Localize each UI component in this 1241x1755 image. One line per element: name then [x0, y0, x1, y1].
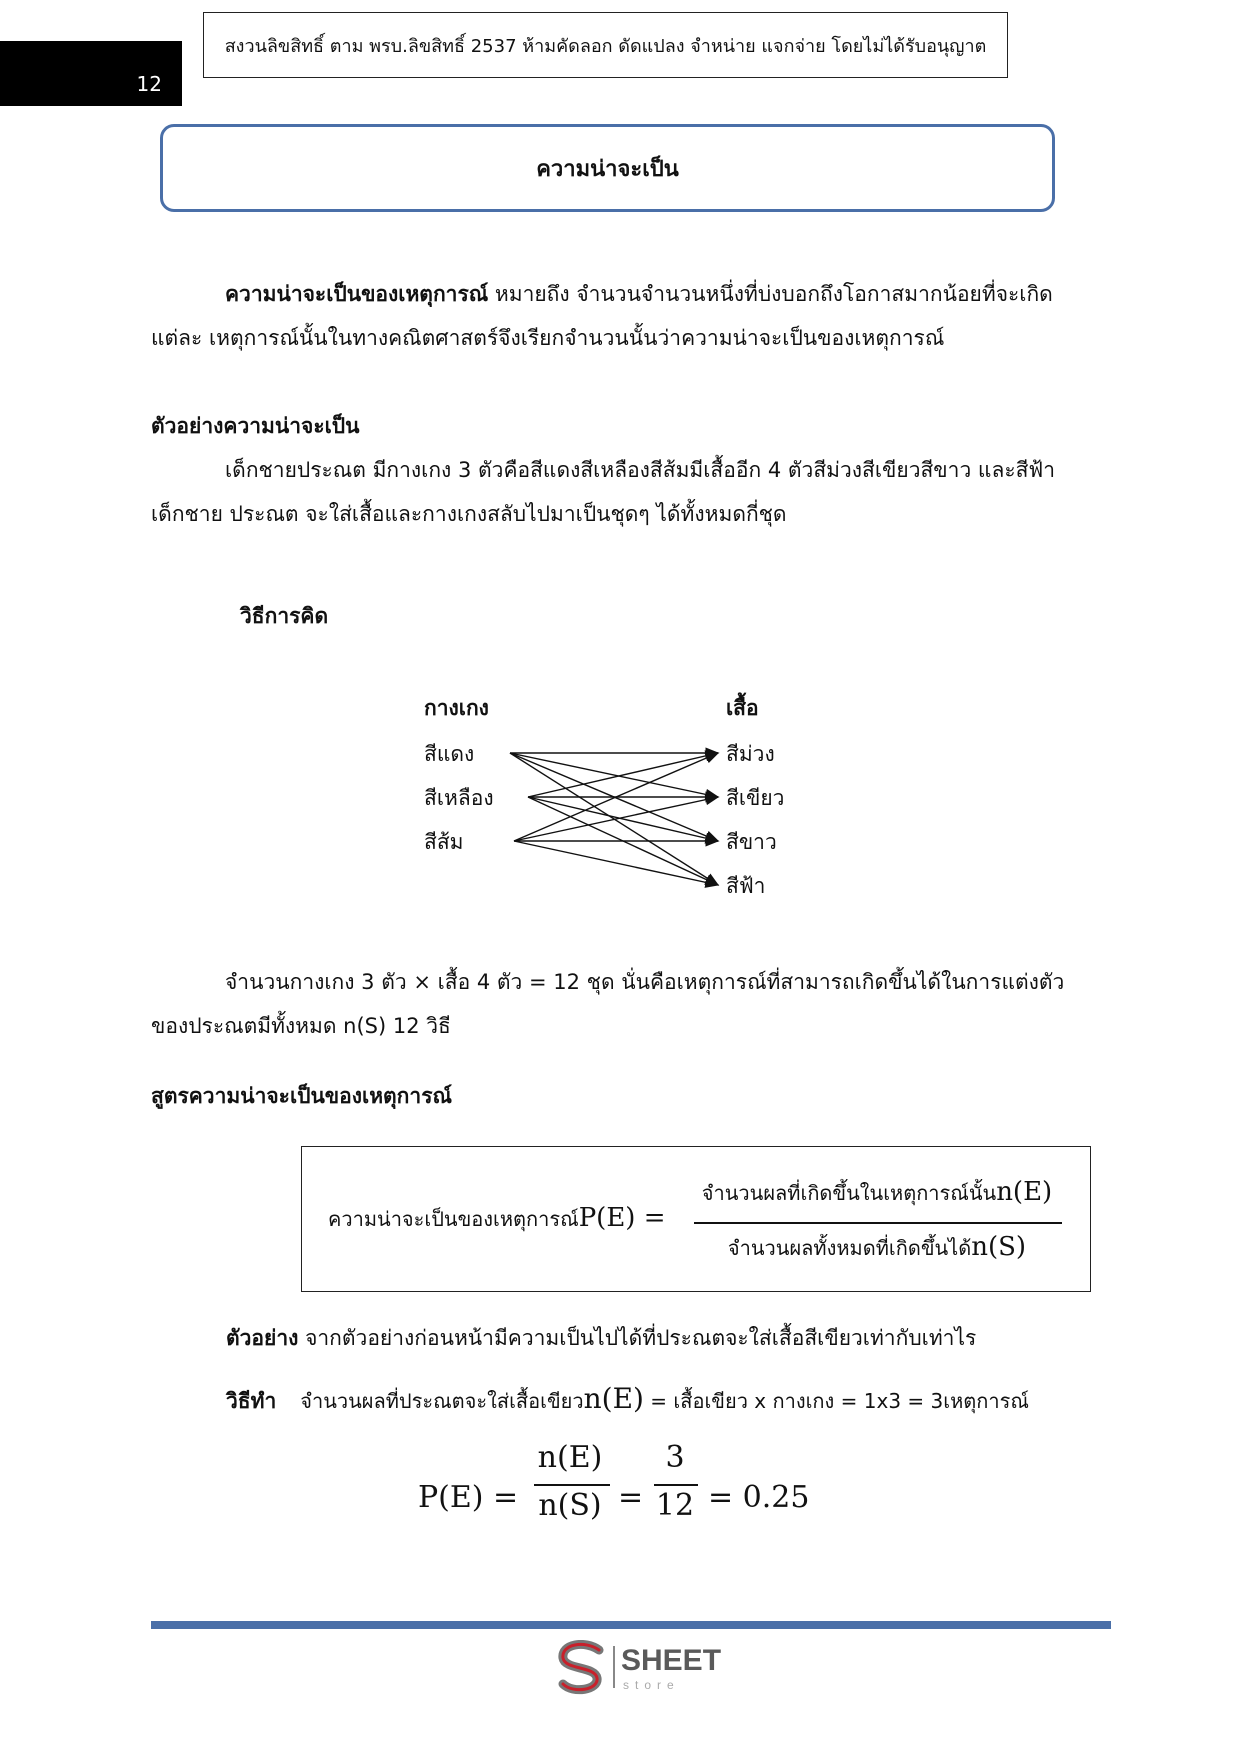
footer-logo	[555, 1640, 735, 1700]
example-heading: ตัวอย่างความน่าจะเป็น	[151, 414, 360, 438]
eq-fraction-bar-1	[534, 1484, 610, 1486]
page-title: ความน่าจะเป็น	[160, 124, 1055, 212]
example-line2: เด็กชาย ประณต จะใส่เสื้อและกางเกงสลับไปมาเป็นชุดๆ ได้ทั้งหมดกี่ชุด	[151, 502, 787, 526]
eq-numerator-1: n(E)	[537, 1440, 603, 1475]
logo-subtext: store	[623, 1678, 680, 1692]
formula-numerator-text: จำนวนผลที่เกิดขึ้นในเหตุการณ์นั้น	[701, 1181, 997, 1205]
footer-rule	[151, 1621, 1111, 1629]
formula-fraction-bar	[694, 1222, 1062, 1224]
definition-paragraph	[151, 272, 1071, 360]
count-paragraph	[151, 960, 1071, 1048]
copyright-notice: สงวนลิขสิทธิ์ ตาม พรบ.ลิขสิทธิ์ 2537 ห้ามคัดลอก ดัดแปลง จำหน่าย แจกจ่าย โดยไม่ได้รับอนุญาต	[203, 12, 1008, 78]
left-header: กางเกง	[424, 696, 489, 720]
count-line1: จำนวนกางเกง 3 ตัว × เสื้อ 4 ตัว = 12 ชุด นั่นคือเหตุการณ์ที่สามารถเกิดขึ้นได้ในการแต่งตัว	[225, 970, 1065, 994]
eq-lhs: P(E) =	[418, 1480, 519, 1515]
page-number: 12	[0, 41, 182, 106]
definition-term: ความน่าจะเป็นของเหตุการณ์	[225, 282, 489, 306]
formula-heading: สูตรความน่าจะเป็นของเหตุการณ์	[151, 1084, 452, 1108]
question-text: จากตัวอย่างก่อนหน้ามีความเป็นไปได้ที่ประณตจะใส่เสื้อสีเขียวเท่ากับเท่าไร	[298, 1326, 977, 1350]
right-item-purple: สีม่วง	[726, 742, 775, 766]
question-paragraph	[226, 1316, 1086, 1360]
question-label: ตัวอย่าง	[226, 1326, 299, 1350]
left-item-red: สีแดง	[424, 742, 475, 766]
sheet-logo-icon	[555, 1640, 609, 1696]
count-line2: ของประณตมีทั้งหมด n(S) 12 วิธี	[151, 1014, 451, 1038]
formula-numerator	[692, 1177, 1062, 1209]
formula-denominator-text: จำนวนผลทั้งหมดที่เกิดขึ้นได้	[727, 1236, 972, 1260]
solution-line	[226, 1382, 1029, 1418]
right-item-white: สีขาว	[726, 830, 777, 854]
right-item-skyblue: สีฟ้า	[726, 874, 766, 898]
eq-denominator-2: 12	[655, 1488, 695, 1523]
definition-line2: แต่ละ เหตุการณ์นั้นในทางคณิตศาสตร์จึงเรียกจำนวนนั้นว่าความน่าจะเป็นของเหตุการณ์	[151, 326, 945, 350]
solution-label: วิธีทำ	[226, 1389, 277, 1413]
solution-equation	[410, 1440, 810, 1550]
right-header: เสื้อ	[726, 696, 759, 720]
arrow-2-3	[514, 841, 718, 885]
eq-result: = 0.25	[708, 1480, 810, 1515]
example-section	[151, 404, 1071, 536]
definition-line1: หมายถึง จำนวนจำนวนหนึ่งที่บ่งบอกถึงโอกาสมากน้อยที่จะเกิด	[488, 282, 1053, 306]
formula-lhs-math: P(E) =	[578, 1203, 666, 1233]
solution-text-before: จำนวนผลที่ประณตจะใส่เสื้อเขียว	[300, 1389, 584, 1413]
formula-box	[301, 1146, 1091, 1292]
formula-denominator-math: n(S)	[971, 1232, 1027, 1262]
eq-equals-1: =	[618, 1480, 644, 1515]
eq-fraction-bar-2	[654, 1484, 698, 1486]
eq-numerator-2: 3	[665, 1440, 685, 1475]
solution-text-after: = เสื้อเขียว x กางเกง = 1x3 = 3เหตุการณ์	[643, 1389, 1029, 1413]
logo-text: SHEET	[621, 1644, 722, 1677]
right-item-green: สีเขียว	[726, 786, 785, 810]
logo-divider	[613, 1646, 615, 1688]
eq-denominator-1: n(S)	[538, 1488, 602, 1523]
formula-denominator	[692, 1232, 1062, 1264]
method-heading: วิธีการคิด	[240, 604, 329, 628]
solution-math: n(E)	[583, 1382, 644, 1415]
left-item-orange: สีส้ม	[424, 830, 464, 854]
left-item-yellow: สีเหลือง	[424, 786, 494, 810]
formula-lhs-text: ความน่าจะเป็นของเหตุการณ์	[328, 1207, 579, 1231]
example-line1: เด็กชายประณต มีกางเกง 3 ตัวคือสีแดงสีเหลืองสีส้มมีเสื้ออีก 4 ตัวสีม่วงสีเขียวสีขาว และสีฟ้า	[225, 458, 1056, 482]
formula-numerator-math: n(E)	[996, 1177, 1053, 1207]
pairing-diagram	[410, 680, 830, 920]
formula-lhs	[328, 1203, 666, 1235]
